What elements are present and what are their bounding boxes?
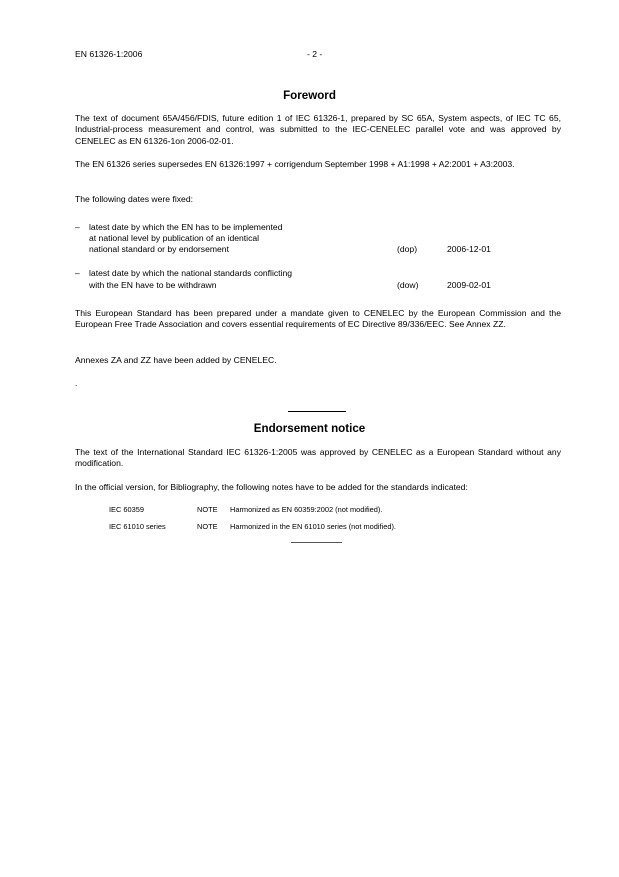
date-item-line: at national level by publication of an identical bbox=[89, 233, 260, 243]
document-id: EN 61326-1:2006 bbox=[75, 49, 143, 59]
date-code: (dop) bbox=[397, 244, 418, 254]
date-value: 2006-12-01 bbox=[447, 244, 491, 254]
note-standard: IEC 61010 series bbox=[109, 522, 166, 531]
date-item-line: latest date by which the EN has to be implemented bbox=[89, 222, 283, 232]
endorsement-paragraph-1: The text of the International Standard IEC 61326-1:2005 was approved by CENELEC as a European Standard without any modification. bbox=[75, 447, 561, 469]
date-value: 2009-02-01 bbox=[447, 280, 491, 290]
foreword-paragraph-4: This European Standard has been prepared under a mandate given to CENELEC by the European Commission and the European Free Trade Association and covers essential requirements of EC Directive 89/336/EEC. See Annex ZZ. bbox=[75, 308, 561, 330]
note-text: Harmonized in the EN 61010 series (not modified). bbox=[230, 522, 396, 531]
foreword-paragraph-5: Annexes ZA and ZZ have been added by CENELEC. bbox=[75, 355, 277, 365]
list-dash: – bbox=[75, 268, 80, 278]
section-divider bbox=[288, 411, 346, 412]
date-code: (dow) bbox=[397, 280, 419, 290]
foreword-title: Foreword bbox=[283, 89, 336, 102]
foreword-paragraph-1: The text of document 65A/456/FDIS, future edition 1 of IEC 61326-1, prepared by SC 65A, System aspects, of IEC TC 65, Industrial-process measurement and control, was submitted to the IEC-CENELEC parallel vote and was approved by CENELEC as EN 61326-1on 2006-02-01. bbox=[75, 113, 561, 146]
date-item-line: national standard or by endorsement bbox=[89, 244, 229, 254]
notes-end-divider bbox=[291, 542, 342, 543]
note-label: NOTE bbox=[197, 522, 218, 531]
note-text: Harmonized as EN 60359:2002 (not modified). bbox=[230, 505, 383, 514]
note-standard: IEC 60359 bbox=[109, 505, 144, 514]
date-item-line: with the EN have to be withdrawn bbox=[89, 280, 217, 290]
note-label: NOTE bbox=[197, 505, 218, 514]
foreword-paragraph-2: The EN 61326 series supersedes EN 61326:1997 + corrigendum September 1998 + A1:1998 + A2:2001 + A3:2003. bbox=[75, 159, 515, 169]
foreword-paragraph-3: The following dates were fixed: bbox=[75, 194, 193, 204]
endorsement-title: Endorsement notice bbox=[253, 422, 366, 435]
list-dash: – bbox=[75, 222, 80, 232]
page-number: - 2 - bbox=[307, 49, 323, 59]
stray-dot: . bbox=[75, 378, 78, 388]
date-item-line: latest date by which the national standards conflicting bbox=[89, 268, 293, 278]
endorsement-paragraph-2: In the official version, for Bibliography, the following notes have to be added for the standards indicated: bbox=[75, 482, 468, 492]
